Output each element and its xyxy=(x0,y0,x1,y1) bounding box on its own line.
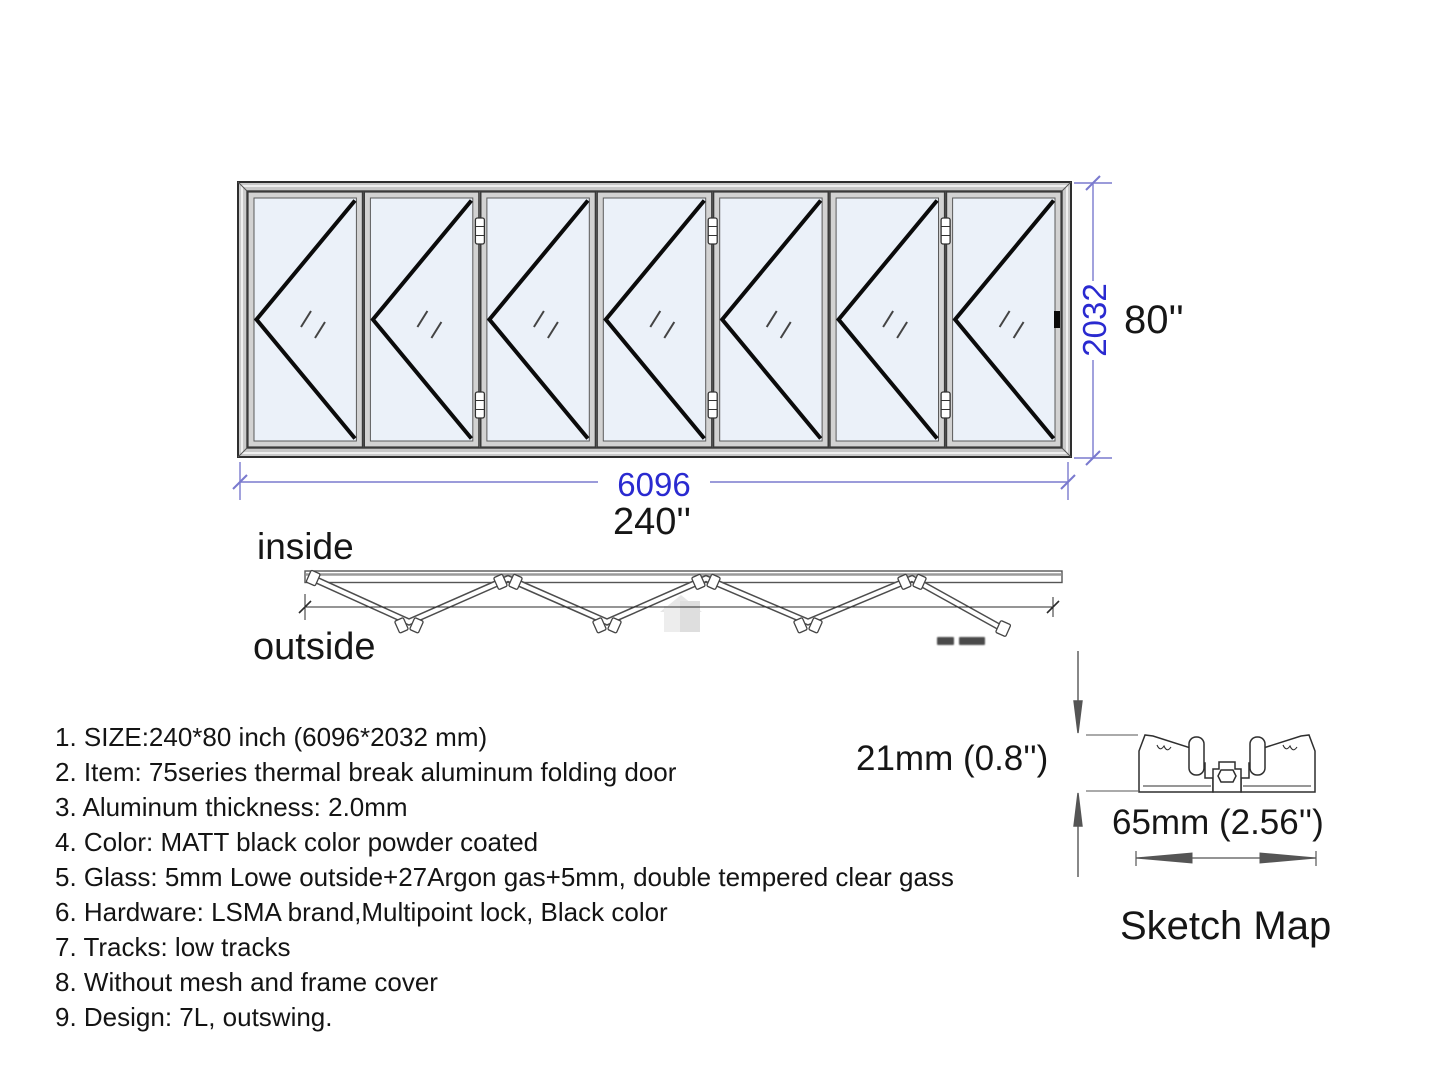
sketch-map-title: Sketch Map xyxy=(1120,904,1332,948)
dimension-width-inch: 240'' xyxy=(613,501,691,543)
spec-item-5: 5. Glass: 5mm Lowe outside+27Argon gas+5mm, double tempered clear gass xyxy=(55,862,954,892)
panel-row xyxy=(248,192,1061,447)
folding-plan-view xyxy=(299,570,1062,637)
track-width-dimension xyxy=(1136,851,1316,866)
door-handle xyxy=(1054,311,1060,328)
dimension-height-mm: 2032 xyxy=(1076,283,1113,357)
dimension-width-mm: 6096 xyxy=(617,466,691,503)
tiny-stamp-mark xyxy=(937,637,985,655)
spec-item-8: 8. Without mesh and frame cover xyxy=(55,967,438,997)
spec-item-4: 4. Color: MATT black color powder coated xyxy=(55,827,539,857)
spec-item-1: 1. SIZE:240*80 inch (6096*2032 mm) xyxy=(55,722,488,752)
track-height-dimension xyxy=(1074,651,1138,877)
inside-label: inside xyxy=(257,526,354,567)
spec-item-9: 9. Design: 7L, outswing. xyxy=(55,1002,333,1032)
track-profile-section xyxy=(1074,651,1316,877)
track-width-label: 65mm (2.56'') xyxy=(1112,803,1324,842)
watermark-logo xyxy=(660,595,702,632)
dimension-height-inch: 80'' xyxy=(1124,298,1184,342)
track-bar xyxy=(305,571,1062,583)
outside-label: outside xyxy=(253,626,376,668)
track-height-label: 21mm (0.8'') xyxy=(856,739,1049,778)
door-elevation xyxy=(238,182,1071,457)
spec-item-3: 3. Aluminum thickness: 2.0mm xyxy=(55,792,408,822)
track-profile-drawing xyxy=(1139,735,1315,792)
specification-list xyxy=(55,720,954,1035)
spec-item-6: 6. Hardware: LSMA brand,Multipoint lock, Black color xyxy=(55,897,668,927)
spec-item-7: 7. Tracks: low tracks xyxy=(55,932,291,962)
spec-item-2: 2. Item: 75series thermal break aluminum folding door xyxy=(55,757,677,787)
